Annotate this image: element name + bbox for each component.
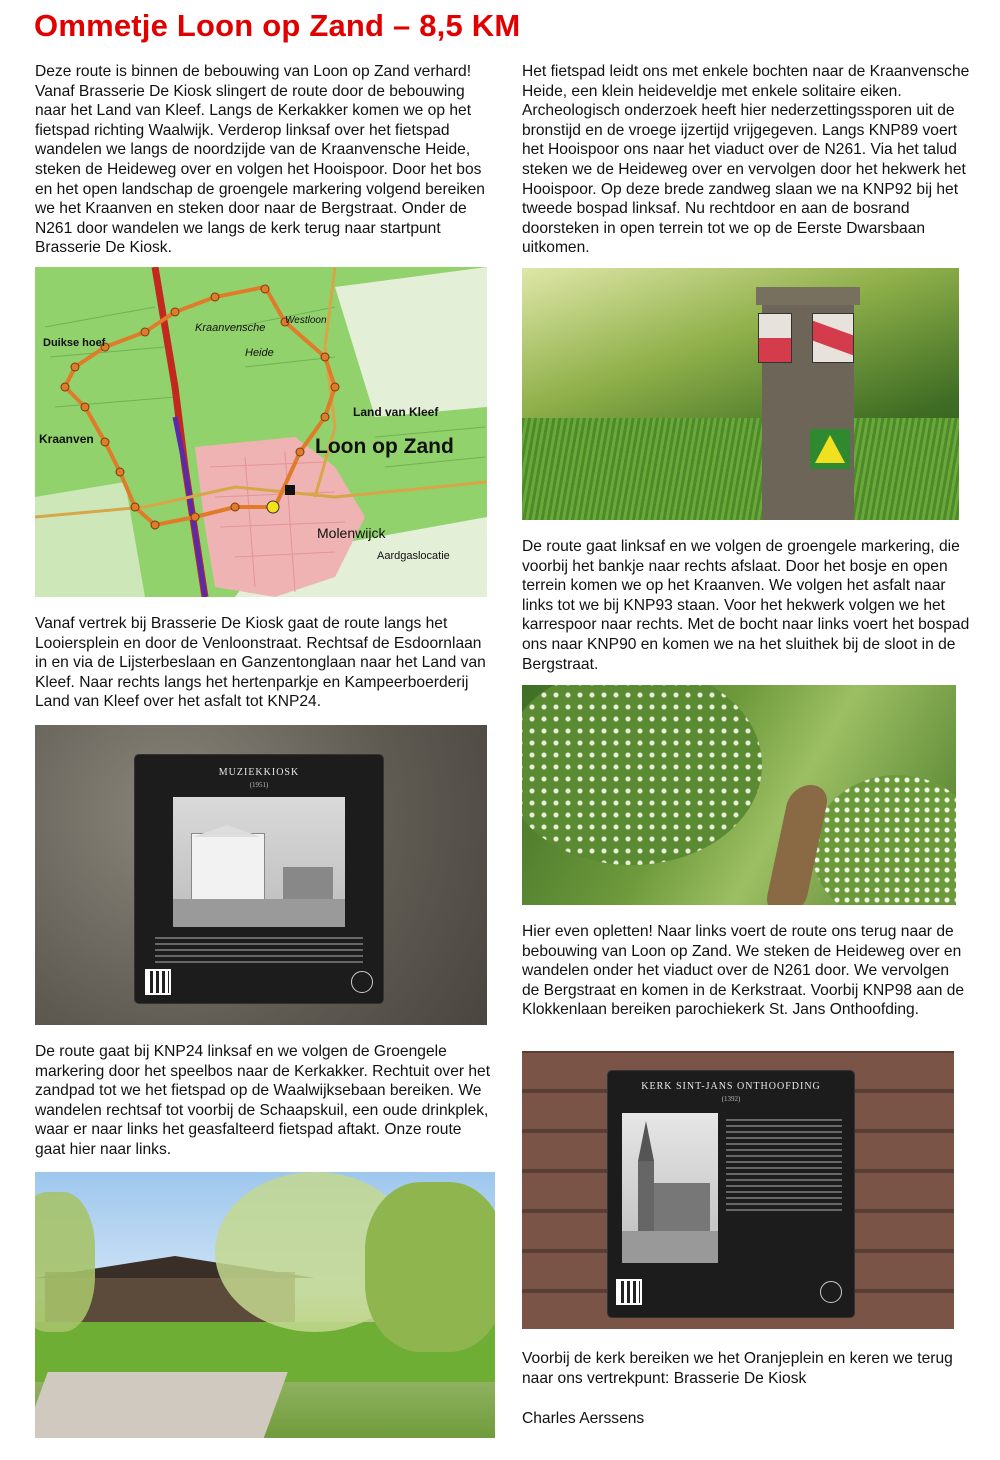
map-label-land-van-kleef: Land van Kleef (353, 405, 439, 419)
map-label-kraanvensche: Kraanvensche (195, 322, 266, 334)
green-yellow-marker-icon (810, 429, 850, 469)
map-label-westloon: Westloon (285, 315, 327, 326)
linksaf-paragraph: De route gaat linksaf en we volgen de groengele markering, die voorbij het bankje naar rechts afslaat. Door het bosje en open terrein komen we op het Kraanven. We volgen het asfalt naar links tot we bij KNP93 staan. Voor het hekwerk volgen we het karrespoor naar rechts. Met de bocht naar links voert het bospad ons naar KNP90 en komen we na het sluithek bij de sloot in de Bergstraat. (522, 538, 970, 673)
map-label-heide: Heide (245, 347, 274, 359)
farmhouse-photo (35, 1172, 495, 1438)
seal-icon (351, 971, 373, 993)
forest-path-photo (522, 685, 956, 905)
map-label-aardgas: Aardgaslocatie (377, 550, 450, 562)
kerk-plaque (608, 1071, 854, 1317)
plaque-year: (1951) (249, 781, 269, 789)
red-white-marker-icon-2 (812, 313, 854, 363)
map-label-kraanven: Kraanven (39, 432, 94, 446)
marker-post (762, 293, 854, 520)
map-label-loon-op-zand: Loon op Zand (315, 435, 454, 458)
marker-post-photo (522, 268, 959, 520)
author: Charles Aerssens (522, 1410, 645, 1427)
kerk-plaque-photo (522, 1051, 954, 1329)
qr-code (147, 971, 169, 993)
map-label-molenwijck: Molenwijck (317, 525, 386, 541)
seal-icon (820, 1281, 842, 1303)
route-map (35, 267, 487, 597)
red-white-marker-icon (758, 313, 792, 363)
plaque-year: (1392) (721, 1095, 741, 1103)
plaque-title: MUZIEKKIOSK (218, 767, 300, 778)
map-label-duikse: Duikse hoef (43, 337, 106, 349)
page-title: Ommetje Loon op Zand – 8,5 KM (34, 8, 521, 43)
muziekkiosk-plaque (135, 755, 383, 1003)
plaque-church-photo (622, 1113, 718, 1263)
intro-paragraph: Deze route is binnen de bebouwing van Loon op Zand verhard! Vanaf Brasserie De Kiosk slingert de route door de bebouwing naar het Land van Kleef. Langs de Kerkakker komen we op het fietspad richting Waalwijk. Verderop linksaf over het fietspad wandelen we langs de noordzijde van de Kraanvensche Heide, steken de Heideweg over en volgen het Hooispoor. Door het bos en het open landschap de groengele markering volgend bereiken we het Kraanven en steken door naar de Bergstraat. Onder de N261 door wandelen we langs de kerk terug naar startpunt Brasserie De Kiosk. (35, 63, 485, 257)
plaque-historic-photo (173, 797, 345, 927)
plaque-title: KERK SINT-JANS ONTHOOFDING (641, 1081, 821, 1092)
fietspad-paragraph: Het fietspad leidt ons met enkele bochten naar de Kraanvensche Heide, een klein heideveldje met enkele solitaire eiken. Archeologisch onderzoek heeft hier nederzettingssporen uit de bronstijd en de vroege ijzertijd vrijgegeven. Langs KNP89 voert het Hooispoor ons naar het viaduct over de N261. Via het talud steken we de Heideweg over en vervolgen door het hekwerk het Hooispoor. Op deze brede zandweg slaan we na KNP92 bij het tweede bospad linksaf. Nu rechtdoor en aan de bosrand doorsteken in open terrein tot we op de Eerste Dwarsbaan uitkomen. (522, 63, 970, 257)
route-map-drawing (35, 267, 487, 597)
kerk-paragraph: Voorbij de kerk bereiken we het Oranjeplein en keren we terug naar ons vertrekpunt: Brasserie De Kiosk (522, 1350, 953, 1387)
muziekkiosk-plaque-photo (35, 725, 487, 1025)
vertrek-paragraph: Vanaf vertrek bij Brasserie De Kiosk gaat de route langs het Looiersplein en door de Venloonstraat. Rechtsaf de Esdoornlaan in en via de Lijsterbeslaan en Ganzentonglaan naar het Land van Kleef. Naar rechts langs het hertenparkje en Kampeerboerderij Land van Kleef over het asfalt tot KNP24. (35, 615, 486, 711)
opletten-paragraph: Hier even opletten! Naar links voert de route ons terug naar de bebouwing van Loon op Zand. We steken de Heideweg over en wandelen onder het viaduct over de N261 door. We vervolgen de Bergstraat en komen in de Kerkstraat. Voorbij KNP98 aan de Klokkenlaan bereiken parochiekerk St. Jans Onthoofding. (522, 923, 965, 1019)
knp24-paragraph: De route gaat bij KNP24 linksaf en we volgen de Groengele markering door het speelbos naar de Kerkakker. Rechtuit over het zandpad tot we het fietspad op de Waalwijksebaan bereiken. We wandelen rechtsaf tot voorbij de Schaapskuil, een oude drinkplek, waar er naar links het geasfalteerd fietspad aftakt. Onze route gaat hier naar links. (35, 1043, 491, 1158)
qr-code (618, 1281, 640, 1303)
